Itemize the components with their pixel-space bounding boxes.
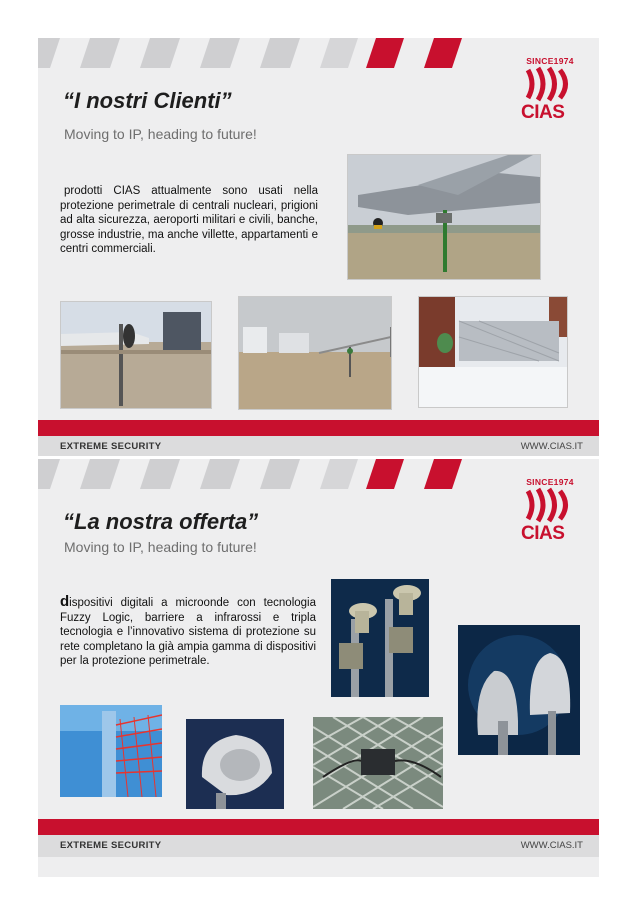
photo-microwave-sensors (331, 579, 429, 697)
photo-airport (60, 301, 212, 409)
signal-waves-icon (524, 66, 576, 102)
footer-website: WWW.CIAS.IT (520, 441, 583, 452)
slide-subtitle: Moving to IP, heading to future! (64, 539, 257, 555)
photo-fence-net-sensor (313, 717, 443, 809)
logo-since: SINCE1974 (526, 477, 574, 487)
photo-industrial-site (238, 296, 392, 410)
logo-name: CIAS (521, 523, 565, 544)
footer-tagline: EXTREME SECURITY (60, 441, 162, 452)
slide-title: “La nostra offerta” (63, 509, 259, 534)
logo-name: CIAS (521, 102, 565, 123)
footer-red-bar (38, 819, 599, 835)
photo-residential-fence-snow (418, 296, 568, 408)
slide-clienti (38, 38, 599, 456)
header-stripes (38, 38, 599, 68)
slide-title: “I nostri Clienti” (63, 88, 232, 113)
body-dropcap: d (60, 593, 70, 610)
footer-red-bar (38, 420, 599, 436)
body-paragraph: prodotti CIAS attualmente sono usati nella protezione perimetrale di centrali nucleari, prigioni ad alta sicurezza, aeroporti militari e civili, banche, grosse industrie, ma anche villette, appartamenti e centri commerciali. (60, 185, 318, 255)
logo-since: SINCE1974 (526, 56, 574, 66)
cias-logo (518, 477, 582, 547)
signal-waves-icon (524, 487, 576, 523)
photo-detector-device (186, 719, 284, 809)
footer (38, 835, 599, 857)
footer-tagline: EXTREME SECURITY (60, 840, 162, 851)
footer-website: WWW.CIAS.IT (520, 840, 583, 851)
photo-dome-sensors (458, 625, 580, 755)
body-paragraph (60, 595, 316, 669)
body-text: ispositivi digitali a microonde con tecnologia Fuzzy Logic, barriere a infrarossi e tripla tecnologia e l’innovativo sistema di protezione su rete completano la già ampia gamma di dispositivi per la protezione perimetrale. (60, 597, 316, 667)
photo-infrared-barrier (60, 705, 162, 797)
slide-offerta (38, 459, 599, 877)
footer (38, 436, 599, 456)
photo-military-jet (347, 154, 541, 280)
slide-subtitle: Moving to IP, heading to future! (64, 126, 257, 142)
cias-logo (518, 56, 582, 126)
header-stripes (38, 459, 599, 489)
